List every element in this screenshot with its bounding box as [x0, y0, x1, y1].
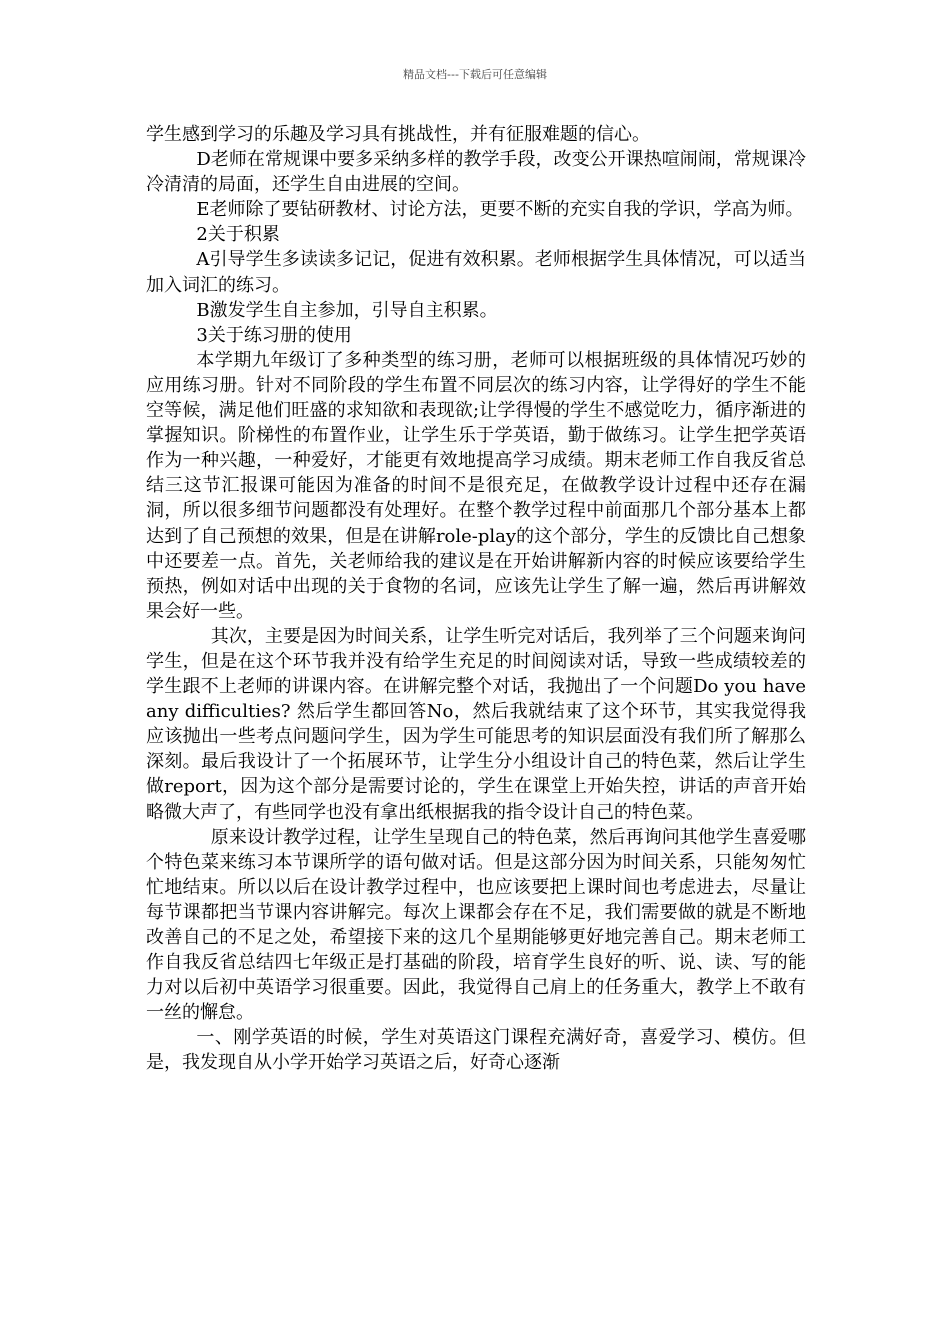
paragraph: E老师除了要钻研教材、讨论方法，更要不断的充实自我的学识，学高为师。	[196, 199, 804, 221]
paragraph: 一、刚学英语的时候，学生对英语这门课程充满好奇，喜爱学习、模仿。但是，我发现自从小学开始学习英语之后，好奇心逐渐	[146, 1027, 806, 1074]
paragraph: 学生感到学习的乐趣及学习具有挑战性，并有征服难题的信心。	[146, 124, 650, 145]
section-heading: 3关于练习册的使用	[196, 324, 352, 346]
paragraph: D老师在常规课中要多采纳多样的教学手段，改变公开课热喧闹闹，常规课冷冷清清的局面，还学生自由进展的空间。	[146, 149, 806, 196]
paragraph: 本学期九年级订了多种类型的练习册，老师可以根据班级的具体情况巧妙的应用练习册。针对不同阶段的学生布置不同层次的练习内容，让学得好的学生不能空等候，满足他们旺盛的求知欲和表现欲;让学得慢的学生不感觉吃力，循序渐进的掌握知识。阶梯性的布置作业，让学生乐于学英语，勤于做练习。让学生把学英语作为一种兴趣，一种爱好，才能更有效地提高学习成绩。期末老师工作自我反省总结三这节汇报课可能因为准备的时间不是很充足，在做教学设计过程中还存在漏洞，所以很多细节问题都没有处理好。在整个教学过程中前面那几个部分基本上都达到了自己预想的效果，但是在讲解role-play的这个部分，学生的反馈比自己想象中还要差一点。首先，关老师给我的建议是在开始讲解新内容的时候应该要给学生预热，例如对话中出现的关于食物的名词，应该先让学生了解一遍，然后再讲解效果会好一些。	[146, 349, 806, 622]
paragraph: A引导学生多读读多记记，促进有效积累。老师根据学生具体情况，可以适当加入词汇的练习。	[146, 249, 806, 296]
section-heading: 2关于积累	[196, 224, 280, 246]
document-body	[146, 122, 806, 1076]
page-header: 精品文档---下载后可任意编辑	[403, 68, 547, 81]
paragraph: 其次，主要是因为时间关系，让学生听完对话后，我列举了三个问题来询问学生，但是在这个环节我并没有给学生充足的时间阅读对话，导致一些成绩较差的学生跟不上老师的讲课内容。在讲解完整个对话，我抛出了一个问题Do you have any difficulties? 然后学生都回答No，然后我就结束了这个环节，其实我觉得我应该抛出一些考点问题问学生，因为学生可能思考的知识层面没有我们所了解那么深刻。最后我设计了一个拓展环节，让学生分小组设计自己的特色菜，然后让学生做report，因为这个部分是需要讨论的，学生在课堂上开始失控，讲话的声音开始略微大声了，有些同学也没有拿出纸根据我的指令设计自己的特色菜。	[146, 625, 806, 823]
paragraph: 原来设计教学过程，让学生呈现自己的特色菜，然后再询问其他学生喜爱哪个特色菜来练习本节课所学的语句做对话。但是这部分因为时间关系，只能匆匆忙忙地结束。所以以后在设计教学过程中，也应该要把上课时间也考虑进去，尽量让每节课都把当节课内容讲解完。每次上课都会存在不足，我们需要做的就是不断地改善自己的不足之处，希望接下来的这几个星期能够更好地完善自己。期末老师工作自我反省总结四七年级正是打基础的阶段，培育学生良好的听、说、读、写的能力对以后初中英语学习很重要。因此，我觉得自己肩上的任务重大，教学上不敢有一丝的懈怠。	[146, 826, 806, 1024]
paragraph: B激发学生自主参加，引导自主积累。	[196, 299, 498, 321]
